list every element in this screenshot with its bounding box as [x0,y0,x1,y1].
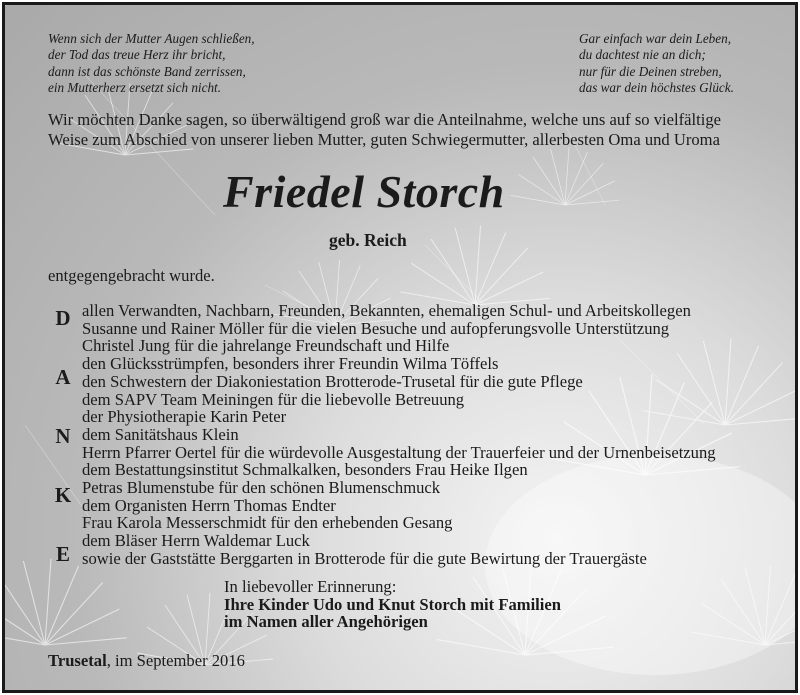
thanks-line: dem Bläser Herrn Waldemar Luck [82,531,310,551]
thanks-line: Frau Karola Messerschmidt für den erhebenden Gesang [82,513,453,533]
thanks-list [82,302,716,568]
thanks-line: dem SAPV Team Meiningen für die liebevolle Betreuung [82,389,465,409]
thanks-line: dem Sanitätshaus Klein [82,424,239,444]
closing-place: Trusetal [48,651,107,670]
poem-line: dann ist das schönste Band zerrissen, [48,63,246,79]
thanks-line: allen Verwandten, Nachbarn, Freunden, Bekannten, ehemaligen Schul- und Arbeitskollegen [82,301,691,320]
danke-letter-e: E [55,542,70,566]
danke-letter-n: N [55,424,71,448]
signature-line: Ihre Kinder Udo und Knut Storch mit Familien [224,594,561,614]
thanks-line: der Physiotherapie Karin Peter [82,407,287,427]
thanks-line: sowie der Gaststätte Berggarten in Brotterode für die gute Bewirtung der Trauergäste [82,548,647,568]
thanks-line: Susanne und Rainer Möller für die vielen Besuche und aufopferungsvolle Unterstützung [82,318,670,338]
thanks-line: den Glücksstrümpfen, besonders ihrer Freundin Wilma Töffels [82,354,499,374]
memory-intro: In liebevoller Erinnerung: [224,577,397,596]
poem-line: der Tod das treue Herz ihr bricht, [48,47,226,63]
intro-text [48,110,768,150]
danke-letter-a: A [55,365,71,389]
danke-letter-k: K [54,483,72,507]
thanks-line: Petras Blumenstube für den schönen Blumenschmuck [82,478,441,498]
poem-line: Gar einfach war dein Leben, [579,31,732,46]
maiden-name: geb. Reich [329,230,407,250]
poem-left [48,31,255,96]
thanks-line: den Schwestern der Diakoniestation Brotterode-Trusetal für die gute Pflege [82,371,583,391]
poem-right [579,31,734,96]
poem-line: du dachtest nie an dich; [579,47,706,63]
intro-line: Wir möchten Danke sagen, so überwältigend groß war die Anteilnahme, welche uns auf so vielfältige [48,110,722,129]
poem-line: ein Mutterherz ersetzt sich nicht. [48,79,222,95]
thanks-line: dem Organisten Herrn Thomas Endter [82,495,336,515]
thanks-line: dem Bestattungsinstitut Schmalkalken, besonders Frau Heike Ilgen [82,460,528,480]
danke-letter-d: D [55,306,71,330]
poem-line: Wenn sich der Mutter Augen schließen, [48,31,255,46]
memory-block [224,578,561,631]
closing-date: , im September 2016 [106,651,245,670]
obituary-card [2,2,798,693]
received-text: entgegengebracht wurde. [48,266,215,285]
intro-line: Weise zum Abschied von unserer lieben Mutter, guten Schwiegermutter, allerbesten Oma und Uroma [48,130,720,149]
signature-line: im Namen aller Angehörigen [224,612,428,632]
deceased-name: Friedel Storch [223,166,505,217]
poem-line: das war dein höchstes Glück. [579,79,734,95]
closing-line [48,651,245,671]
poem-line: nur für die Deinen streben, [579,63,722,79]
thanks-line: Herrn Pfarrer Oertel für die würdevolle Ausgestaltung der Trauerfeier und der Urnenbeisetzung [82,442,716,462]
thanks-line: Christel Jung für die jahrelange Freundschaft und Hilfe [82,336,450,356]
